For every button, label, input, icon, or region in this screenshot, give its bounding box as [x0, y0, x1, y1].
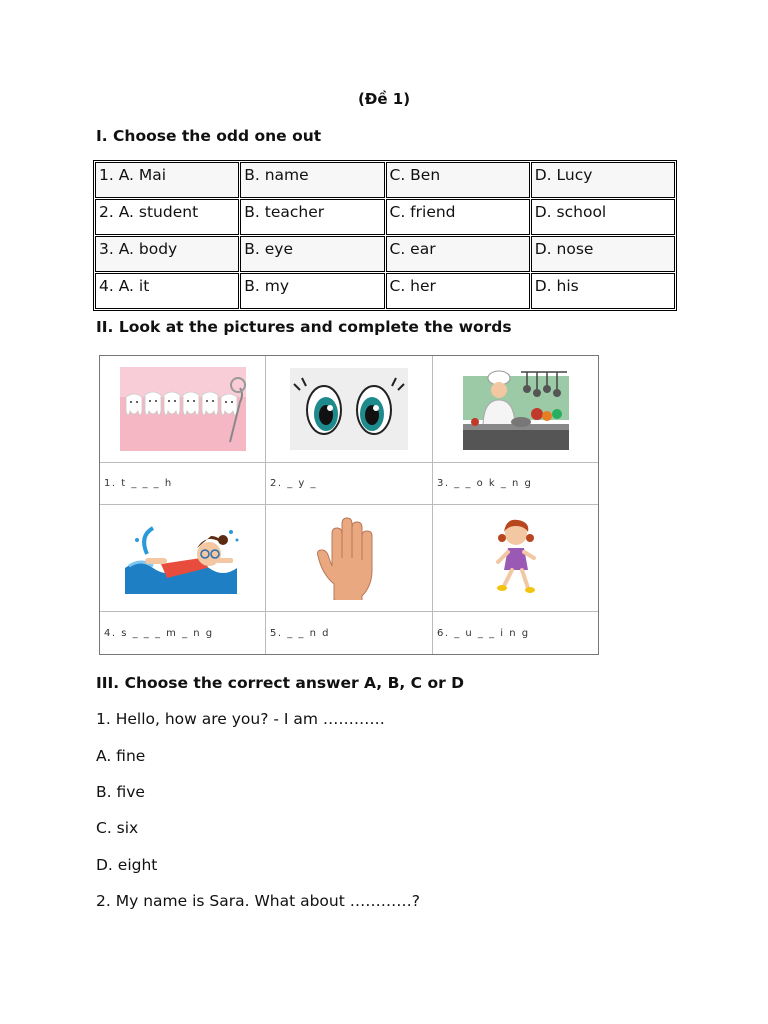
word-label: 1. t _ _ _ h	[100, 463, 266, 505]
table-row	[95, 236, 675, 272]
teeth-icon	[120, 367, 246, 451]
table-cell: D. school	[531, 199, 675, 235]
picture-grid	[99, 355, 599, 655]
table-cell: B. name	[240, 162, 384, 198]
table-cell: C. Ben	[386, 162, 530, 198]
table-cell: C. friend	[386, 199, 530, 235]
section-3-heading: III. Choose the correct answer A, B, C or D	[96, 674, 464, 692]
word-label: 2. _ y _	[266, 463, 433, 505]
table-cell: B. teacher	[240, 199, 384, 235]
table-cell: D. nose	[531, 236, 675, 272]
word-label: 5. _ _ n d	[266, 612, 433, 654]
runner-icon	[486, 518, 546, 598]
table-row	[95, 273, 675, 309]
cook-icon	[463, 368, 569, 450]
table-row	[95, 199, 675, 235]
option-c: C. six	[96, 819, 139, 837]
question-1: 1. Hello, how are you? - I am …………	[96, 710, 385, 728]
page-title: (Đề 1)	[357, 90, 411, 108]
word-label: 4. s _ _ _ m _ n g	[100, 612, 266, 654]
table-cell: 4. A. it	[95, 273, 239, 309]
section-1-heading: I. Choose the odd one out	[96, 127, 322, 145]
table-row	[95, 162, 675, 198]
table-cell: C. ear	[386, 236, 530, 272]
picture-cell	[433, 356, 598, 463]
question-2: 2. My name is Sara. What about …………?	[96, 892, 420, 910]
table-cell: D. his	[531, 273, 675, 309]
word-label: 3. _ _ o k _ n g	[433, 463, 598, 505]
eyes-icon	[290, 368, 408, 450]
section-2-heading: II. Look at the pictures and complete the words	[96, 318, 512, 336]
option-d: D. eight	[96, 856, 158, 874]
picture-cell	[266, 356, 433, 463]
table-cell: 1. A. Mai	[95, 162, 239, 198]
table-cell: 2. A. student	[95, 199, 239, 235]
picture-cell	[100, 505, 266, 612]
picture-cell	[266, 505, 433, 612]
word-label: 6. _ u _ _ i n g	[437, 627, 530, 639]
odd-one-out-table	[93, 160, 677, 311]
option-b: B. five	[96, 783, 145, 801]
hand-icon	[314, 516, 384, 600]
picture-cell	[100, 356, 266, 463]
picture-cell	[433, 505, 598, 612]
option-a: A. fine	[96, 747, 146, 765]
table-cell: B. my	[240, 273, 384, 309]
table-cell: 3. A. body	[95, 236, 239, 272]
swimmer-icon	[121, 518, 245, 598]
table-cell: D. Lucy	[531, 162, 675, 198]
table-cell: C. her	[386, 273, 530, 309]
table-cell: B. eye	[240, 236, 384, 272]
